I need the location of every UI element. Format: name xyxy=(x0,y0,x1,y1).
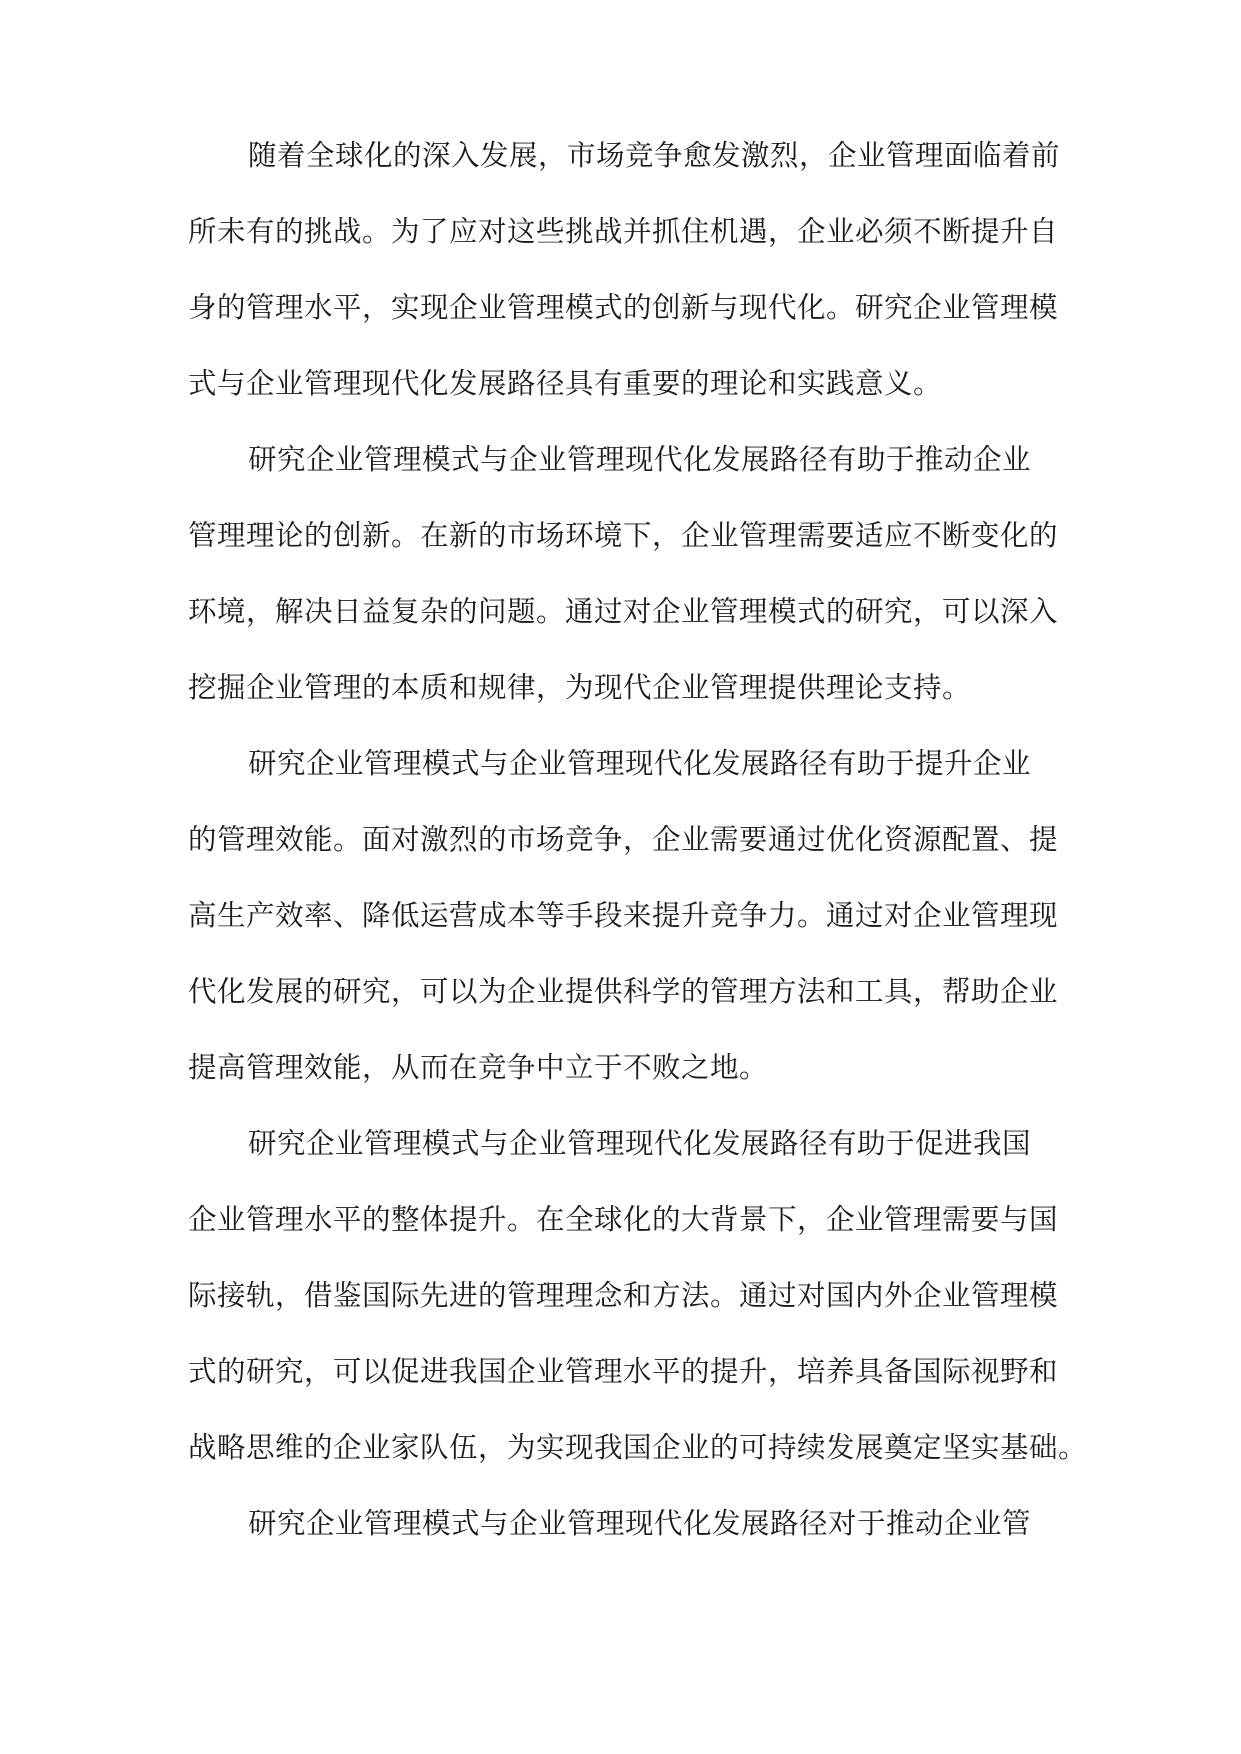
paragraph-2-line-2: 管理理论的创新。在新的市场环境下，企业管理需要适应不断变化的 xyxy=(188,519,1059,552)
paragraph-4-line-2: 企业管理水平的整体提升。在全球化的大背景下，企业管理需要与国 xyxy=(188,1203,1059,1236)
paragraph-4-line-1: 研究企业管理模式与企业管理现代化发展路径有助于促进我国 xyxy=(248,1127,1032,1160)
paragraph-4-line-3: 际接轨，借鉴国际先进的管理理念和方法。通过对国内外企业管理模 xyxy=(188,1279,1059,1312)
paragraph-2-line-3: 环境，解决日益复杂的问题。通过对企业管理模式的研究，可以深入 xyxy=(188,595,1059,628)
paragraph-5-line-1: 研究企业管理模式与企业管理现代化发展路径对于推动企业管 xyxy=(248,1507,1032,1540)
paragraph-1-line-1: 随着全球化的深入发展，市场竞争愈发激烈，企业管理面临着前 xyxy=(248,139,1061,172)
paragraph-3-line-3: 高生产效率、降低运营成本等手段来提升竞争力。通过对企业管理现 xyxy=(188,899,1059,932)
paragraph-4-line-5: 战略思维的企业家队伍，为实现我国企业的可持续发展奠定坚实基础。 xyxy=(188,1431,1088,1464)
paragraph-1-line-2: 所未有的挑战。为了应对这些挑战并抓住机遇，企业必须不断提升自 xyxy=(188,215,1059,248)
paragraph-4-line-4: 式的研究，可以促进我国企业管理水平的提升，培养具备国际视野和 xyxy=(188,1355,1059,1388)
paragraph-3-line-5: 提高管理效能，从而在竞争中立于不败之地。 xyxy=(188,1051,769,1084)
paragraph-3-line-2: 的管理效能。面对激烈的市场竞争，企业需要通过优化资源配置、提 xyxy=(188,823,1059,856)
paragraph-3-line-1: 研究企业管理模式与企业管理现代化发展路径有助于提升企业 xyxy=(248,747,1032,780)
paragraph-1-line-4: 式与企业管理现代化发展路径具有重要的理论和实践意义。 xyxy=(188,367,943,400)
paragraph-2-line-4: 挖掘企业管理的本质和规律，为现代企业管理提供理论支持。 xyxy=(188,671,972,704)
paragraph-2-line-1: 研究企业管理模式与企业管理现代化发展路径有助于推动企业 xyxy=(248,443,1032,476)
paragraph-3-line-4: 代化发展的研究，可以为企业提供科学的管理方法和工具，帮助企业 xyxy=(188,975,1059,1008)
paragraph-1-line-3: 身的管理水平，实现企业管理模式的创新与现代化。研究企业管理模 xyxy=(188,291,1059,324)
